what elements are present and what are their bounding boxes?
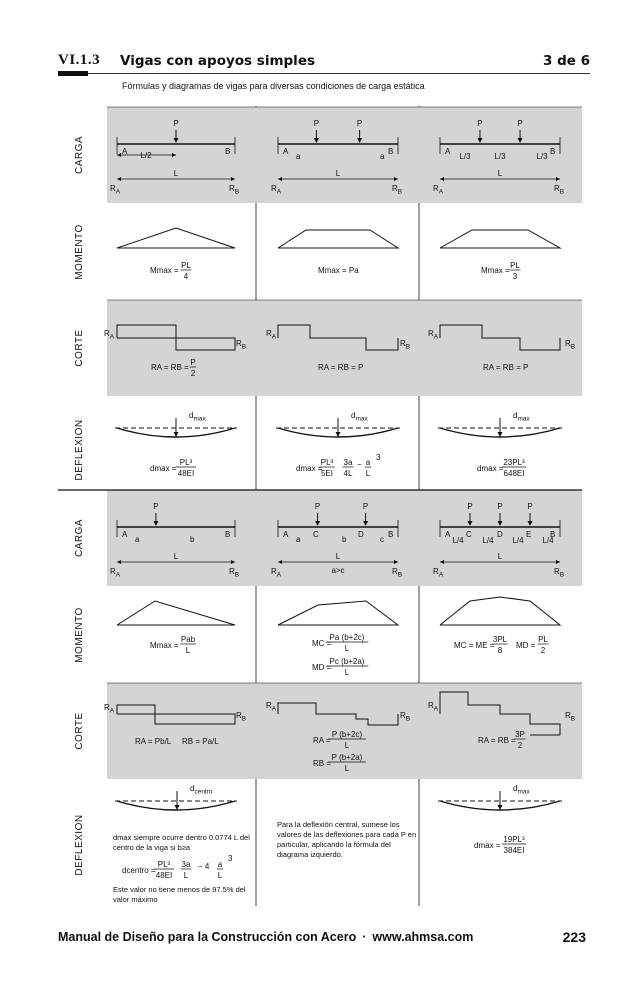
defl-formula-b1: dcentro = — [122, 866, 156, 875]
moment-d-frac-b2-num: Pc (b+2a) — [329, 657, 365, 666]
section-title: Vigas con apoyos simples — [120, 53, 316, 69]
section-code: VI.1.3 — [58, 52, 101, 68]
defl-frac-b3-den: 384EI — [503, 846, 525, 855]
moment-d-frac-b3-den: 2 — [540, 646, 546, 655]
defl-formula-b3: dmax = — [474, 841, 501, 850]
defl-label-t2: $d_{max}$ — [351, 411, 368, 423]
defl-frac-t3-num: 23PL³ — [503, 458, 525, 467]
shear-rb-b2: $R_B$ — [400, 711, 411, 723]
defl-label-t1: $d_{max}$ — [189, 411, 206, 423]
span-L-label-t3: L — [497, 169, 503, 178]
moment-d-b3: MD = — [516, 641, 536, 650]
reaction-ra-b3: $R_A$ — [433, 567, 444, 579]
span-L-label-b2: L — [335, 552, 341, 561]
load-label-b2-1: P — [362, 502, 369, 511]
reaction-ra-t3: $R_A$ — [433, 184, 444, 196]
defl-frac-b1c-den: L — [217, 871, 223, 880]
shear-rb-t3: $R_B$ — [565, 339, 576, 351]
label-a-t1: A — [122, 147, 128, 156]
defl-arrow-b3-head — [498, 805, 503, 810]
shear-frac-b3-den: 2 — [517, 741, 523, 750]
label-a-t3: A — [445, 147, 451, 156]
row-label-corte-top: CORTE — [74, 329, 85, 367]
defl-arrow-t3-head — [498, 432, 503, 437]
b1-a: a — [135, 535, 140, 544]
moment-d-frac-b3-num: PL — [538, 635, 548, 644]
row-label-corte-bottom: CORTE — [74, 712, 85, 750]
shear-ra-b2: $R_A$ — [266, 701, 277, 713]
load-label-t1-0: P — [173, 119, 179, 128]
defl-minus-t2: − — [357, 460, 362, 469]
shear-frac-t1-num: P — [190, 358, 196, 367]
label-b-b1: B — [225, 530, 231, 539]
shear-formula-b3: RA = RB = — [478, 736, 516, 745]
moment-formula-t3: Mmax = — [481, 266, 510, 275]
span-L-label-b3: L — [497, 552, 503, 561]
reaction-rb-t3: $R_B$ — [554, 184, 565, 196]
shear-ra-b3: $R_A$ — [428, 701, 439, 713]
label-b-t2: B — [388, 147, 394, 156]
label-a-t2: A — [283, 147, 289, 156]
label-b-t3: B — [550, 147, 556, 156]
page-number: 223 — [562, 929, 586, 945]
b3-D: D — [497, 530, 503, 539]
reaction-ra-t2: $R_A$ — [271, 184, 282, 196]
span-L-label-t2: L — [335, 169, 341, 178]
shear-b-frac-b2-den: L — [344, 764, 350, 773]
note-percent: Este valor no tiene menos de 97.5% del valor máximo — [113, 885, 246, 904]
defl-frac-t2b-den: 4L — [343, 469, 353, 478]
note-dmax-location: dmax siempre ocurre dentro 0.0774 L del centro de la viga si b≥a — [113, 833, 250, 852]
row-label-carga-top: CARGA — [74, 135, 85, 175]
moment-frac-t1-den: 4 — [183, 272, 189, 281]
b3-q2: L/4 — [482, 536, 494, 545]
note-central-deflection: Para la deflexión central, sumese los valores de las deflexiones para cada P en particular, aplicando la fórmula del diagrama izquierdo. — [277, 820, 417, 859]
b1-b: b — [190, 535, 195, 544]
shear-formula-t3: RA = RB = P — [483, 363, 529, 372]
defl-label-t3: $d_{max}$ — [513, 411, 530, 423]
defl-label-b3: $d_{max}$ — [513, 784, 530, 796]
row-label-momento-bottom: MOMENTO — [74, 607, 85, 663]
defl-frac-t2c-num: a — [365, 458, 371, 467]
moment-d-b2: MD = — [312, 663, 332, 672]
span-L-label-b1: L — [173, 552, 179, 561]
defl-frac-t2b-num: 3a — [343, 458, 353, 467]
shear-b-frac-b2-num: P (b+2a) — [331, 753, 363, 762]
label-b-t1: B — [225, 147, 231, 156]
moment-frac-t3-num: PL — [510, 261, 520, 270]
gray-band-2 — [107, 300, 582, 396]
row-label-deflexion-top: DEFLEXION — [74, 419, 85, 481]
shear-frac-b3-num: 3P — [515, 730, 525, 739]
shear-formula-t1: RA = RB = — [151, 363, 189, 372]
reaction-ra-b1: $R_A$ — [110, 567, 121, 579]
shear-formula-t2: RA = RB = P — [318, 363, 364, 372]
moment-frac-t1-num: PL — [181, 261, 191, 270]
shear-rb-b3: $R_B$ — [565, 711, 576, 723]
load-label-t2-1: P — [356, 119, 363, 128]
b2-b: b — [342, 535, 347, 544]
defl-frac-b1c-num: a — [217, 860, 223, 869]
defl-frac-t2-den: 5EI — [320, 469, 334, 478]
t1-half-label: L/2 — [140, 151, 152, 160]
label-b-b2: B — [388, 530, 394, 539]
reaction-rb-b3: $R_B$ — [554, 567, 565, 579]
b3-q1: L/4 — [452, 536, 464, 545]
moment-t3 — [440, 230, 560, 248]
defl-frac-t2-num: PL³ — [320, 458, 334, 467]
row-label-carga-bottom: CARGA — [74, 518, 85, 558]
reaction-ra-b2: $R_A$ — [271, 567, 282, 579]
moment-b1 — [117, 601, 235, 625]
moment-b3 — [440, 597, 560, 625]
label-a-b3: A — [445, 530, 451, 539]
shear-a-label-b2: RA = — [313, 736, 331, 745]
b2-a: a — [296, 535, 301, 544]
moment-ce-frac-b3-den: 8 — [497, 646, 503, 655]
moment-t1 — [117, 228, 235, 248]
defl-arrow-b1-head — [175, 805, 180, 810]
page-of: 3 de 6 — [542, 53, 590, 69]
shear-ra-t2: $R_A$ — [266, 329, 277, 341]
defl-frac-b1-num: PL³ — [157, 860, 171, 869]
load-label-b3-2: P — [527, 502, 533, 511]
defl-arrow-t1-head — [174, 432, 179, 437]
b3-C: C — [466, 530, 472, 539]
shear-b-label-b2: RB = — [313, 759, 332, 768]
moment-c-frac-b2-den: L — [344, 644, 350, 653]
defl-formula-t3: dmax = — [477, 464, 504, 473]
moment-ce-frac-b3-num: 3PL — [492, 635, 508, 644]
footer-title: Manual de Diseño para la Construcción con Acero — [58, 930, 357, 944]
label-a-b1: A — [122, 530, 128, 539]
shear-rb-b1: $R_B$ — [236, 711, 247, 723]
defl-frac-b3-num: 19PL³ — [503, 835, 525, 844]
shear-rb-t1: $R_B$ — [236, 339, 247, 351]
label-b-b3: B — [550, 530, 556, 539]
defl-frac-t3-den: 648EI — [503, 469, 525, 478]
defl-minus-b1: − 4 — [198, 862, 210, 871]
moment-formula-t1: Mmax = — [150, 266, 179, 275]
defl-cube-b1: 3 — [228, 854, 233, 863]
defl-frac-b1-den: 48EI — [155, 871, 173, 880]
shear-frac-t1-den: 2 — [190, 369, 196, 378]
shear-b-b1: RB = Pa/L — [182, 737, 219, 746]
moment-t2 — [278, 230, 398, 248]
reaction-rb-b2: $R_B$ — [392, 567, 403, 579]
t3-third-2: L/3 — [494, 152, 506, 161]
load-label-b1-0: P — [153, 502, 159, 511]
moment-d-frac-b2-den: L — [344, 668, 350, 677]
b2-C: C — [313, 530, 319, 539]
load-label-b3-0: P — [467, 502, 473, 511]
moment-frac-b1-den: L — [185, 646, 191, 655]
load-label-b3-1: P — [497, 502, 503, 511]
t2-a-right: a — [380, 152, 385, 161]
row-label-deflexion-bottom: DEFLEXION — [74, 814, 85, 876]
footer-url[interactable]: www.ahmsa.com — [372, 930, 474, 944]
shear-a-frac-b2-num: P (b+2c) — [331, 730, 363, 739]
load-label-t3-0: P — [477, 119, 483, 128]
subtitle: Fórmulas y diagramas de vigas para diversas condiciones de carga estática — [122, 81, 425, 91]
shear-ra-t3: $R_A$ — [428, 329, 439, 341]
defl-frac-b1b-den: L — [183, 871, 189, 880]
defl-frac-b1b-num: 3a — [181, 860, 191, 869]
defl-label-b1: $d_{centro}$ — [190, 784, 213, 796]
footer-separator: · — [362, 930, 367, 944]
defl-formula-t1: dmax = — [150, 464, 177, 473]
b3-q4: L/4 — [542, 536, 554, 545]
span-L-label-t1: L — [173, 169, 179, 178]
b3-E: E — [526, 530, 532, 539]
load-label-b2-0: P — [314, 502, 321, 511]
row-label-momento-top: MOMENTO — [74, 224, 85, 280]
shear-ra-b1: $R_A$ — [104, 703, 115, 715]
moment-c-frac-b2-num: Pa (b+2c) — [329, 633, 365, 642]
moment-formula-b1: Mmax = — [150, 641, 179, 650]
moment-formula-t2: Mmax = Pa — [318, 266, 359, 275]
defl-cube-t2: 3 — [376, 453, 381, 462]
moment-frac-b1-num: Pab — [180, 635, 196, 644]
b2-D: D — [358, 530, 364, 539]
reaction-rb-t2: $R_B$ — [392, 184, 403, 196]
defl-frac-t2c-den: L — [365, 469, 371, 478]
shear-rb-t2: $R_B$ — [400, 339, 411, 351]
shear-a-b1: RA = Pb/L — [135, 737, 172, 746]
footer — [58, 930, 473, 944]
load-label-t2-0: P — [313, 119, 320, 128]
t2-a-left: a — [296, 152, 301, 161]
b2-cond: a>c — [331, 566, 345, 575]
defl-frac-t1-den: 48EI — [177, 469, 195, 478]
reaction-ra-t1: $R_A$ — [110, 184, 121, 196]
moment-b2 — [278, 601, 398, 625]
reaction-rb-b1: $R_B$ — [229, 567, 240, 579]
moment-frac-t3-den: 3 — [512, 272, 518, 281]
defl-arrow-t2-head — [336, 432, 341, 437]
reaction-rb-t1: $R_B$ — [229, 184, 240, 196]
shear-a-frac-b2-den: L — [344, 741, 350, 750]
t3-third-1: L/3 — [459, 152, 471, 161]
label-a-b2: A — [283, 530, 289, 539]
moment-c-b2: MC = — [312, 639, 332, 648]
load-label-t3-1: P — [517, 119, 523, 128]
defl-frac-t1-num: PL³ — [179, 458, 193, 467]
b2-c: c — [380, 535, 384, 544]
t3-third-3: L/3 — [536, 152, 548, 161]
shear-ra-t1: $R_A$ — [104, 329, 115, 341]
defl-formula-t2: dmax = — [296, 464, 323, 473]
b3-q3: L/4 — [512, 536, 524, 545]
moment-ce-b3: MC = ME = — [454, 641, 495, 650]
